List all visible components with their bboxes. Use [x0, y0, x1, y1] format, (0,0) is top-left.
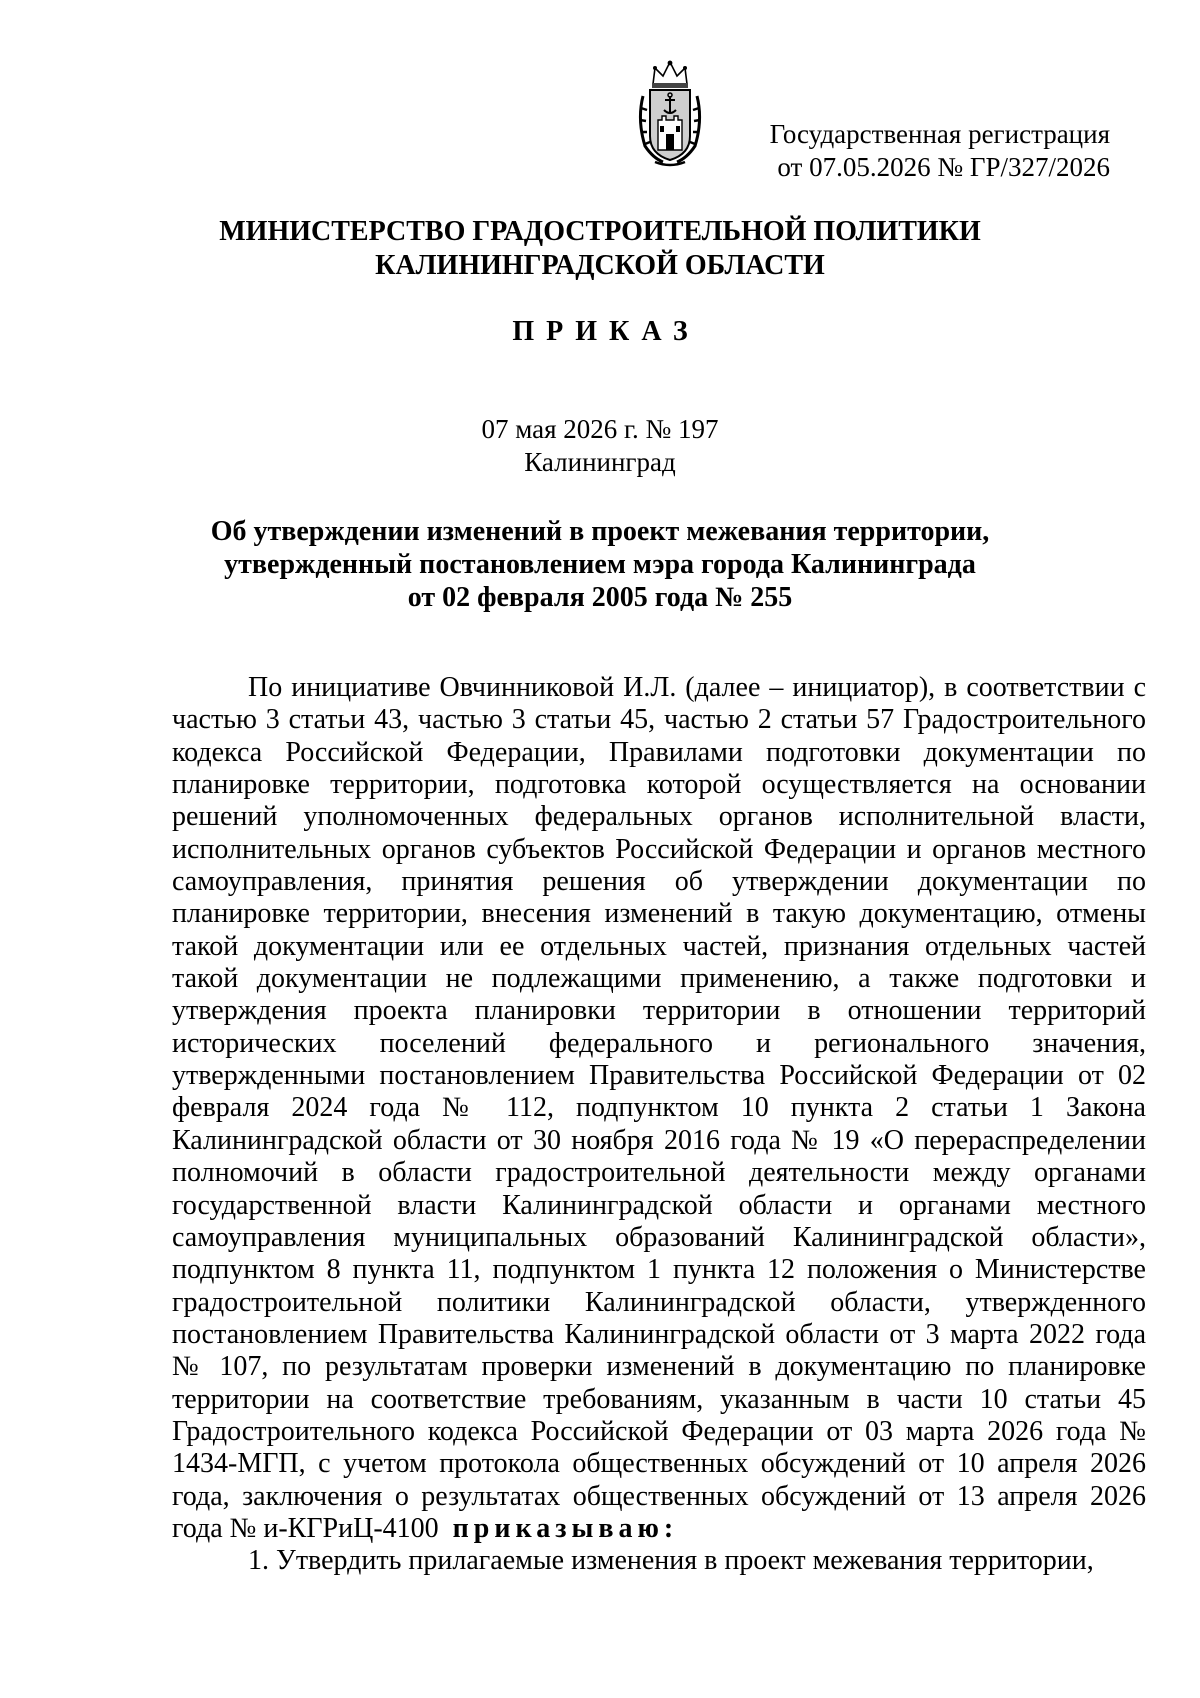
document-city: Калининград [524, 447, 676, 477]
document-subject [0, 515, 1200, 614]
preamble-text: По инициативе Овчинниковой И.Л. (далее – инициатор), в соответствии с частью 3 статьи 43, частью 3 статьи 45, частью 2 статьи 57 Градостроительного кодекса Российской Федерации, Правилами подготовки документации по планировке территории, подготовка которой осуществляется на основании решений уполномоченных федеральных органов исполнительной власти, исполнительных органов субъектов Российской Федерации и органов местного самоуправления, принятия решения об утверждении документации по планировке территории, внесения изменений в такую документацию, отмены такой документации или ее отдельных частей, признания отдельных частей такой документации не подлежащими применению, а также подготовки и утверждения проекта планировки территории в отношении территорий исторических поселений федерального и регионального значения, утвержденными постановлением Правительства Российской Федерации от 02 февраля 2024 года № 112, подпунктом 10 пункта 2 статьи 1 Закона Калининградской области от 30 ноября 2016 года № 19 «О перераспределении полномочий в области градостроительной деятельности между органами государственной власти Калининградской области и органами местного самоуправления муниципальных образований Калининградской области», подпунктом 8 пункта 11, подпунктом 1 пункта 12 положения о Министерстве градостроительной политики Калининградской области, утвержденного постановлением Правительства Калининградской области от 3 марта 2022 года № 107, по результатам проверки изменений в документацию по планировке территории на соответствие требованиям, указанным в части 10 статьи 45 Градостроительного кодекса Российской Федерации от 03 марта 2026 года № 1434-МГП, с учетом протокола общественных обсуждений от 10 апреля 2026 года, заключения о результатах общественных обсуждений от 13 апреля 2026 года № и-КГРиЦ-4100 [172, 672, 1146, 1544]
document-body [172, 672, 1146, 1578]
ministry-name-line-2: КАЛИНИНГРАДСКОЙ ОБЛАСТИ [375, 250, 825, 281]
coat-of-arms-icon [633, 58, 707, 168]
state-registration-block [770, 118, 1110, 184]
order-verb: приказываю: [452, 1512, 679, 1544]
registration-title: Государственная регистрация [769, 119, 1110, 149]
ministry-name [0, 215, 1200, 283]
document-type: ПРИКАЗ [512, 316, 700, 347]
ministry-name-line-1: МИНИСТЕРСТВО ГРАДОСТРОИТЕЛЬНОЙ ПОЛИТИКИ [219, 216, 981, 247]
body-item-1: 1. Утвердить прилагаемые изменения в проект межевания территории, [248, 1545, 1094, 1577]
registration-number: от 07.05.2026 № ГР/327/2026 [777, 152, 1110, 182]
subject-line-2: утвержденный постановлением мэра города Калининграда [224, 549, 976, 580]
subject-line-3: от 02 февраля 2005 года № 255 [407, 582, 793, 613]
body-paragraph-preamble [172, 672, 1146, 1545]
document-date-number: 07 мая 2026 г. № 197 [481, 414, 719, 444]
subject-line-1: Об утверждении изменений в проект межевания территории, [210, 516, 990, 547]
document-date-block [0, 413, 1200, 479]
